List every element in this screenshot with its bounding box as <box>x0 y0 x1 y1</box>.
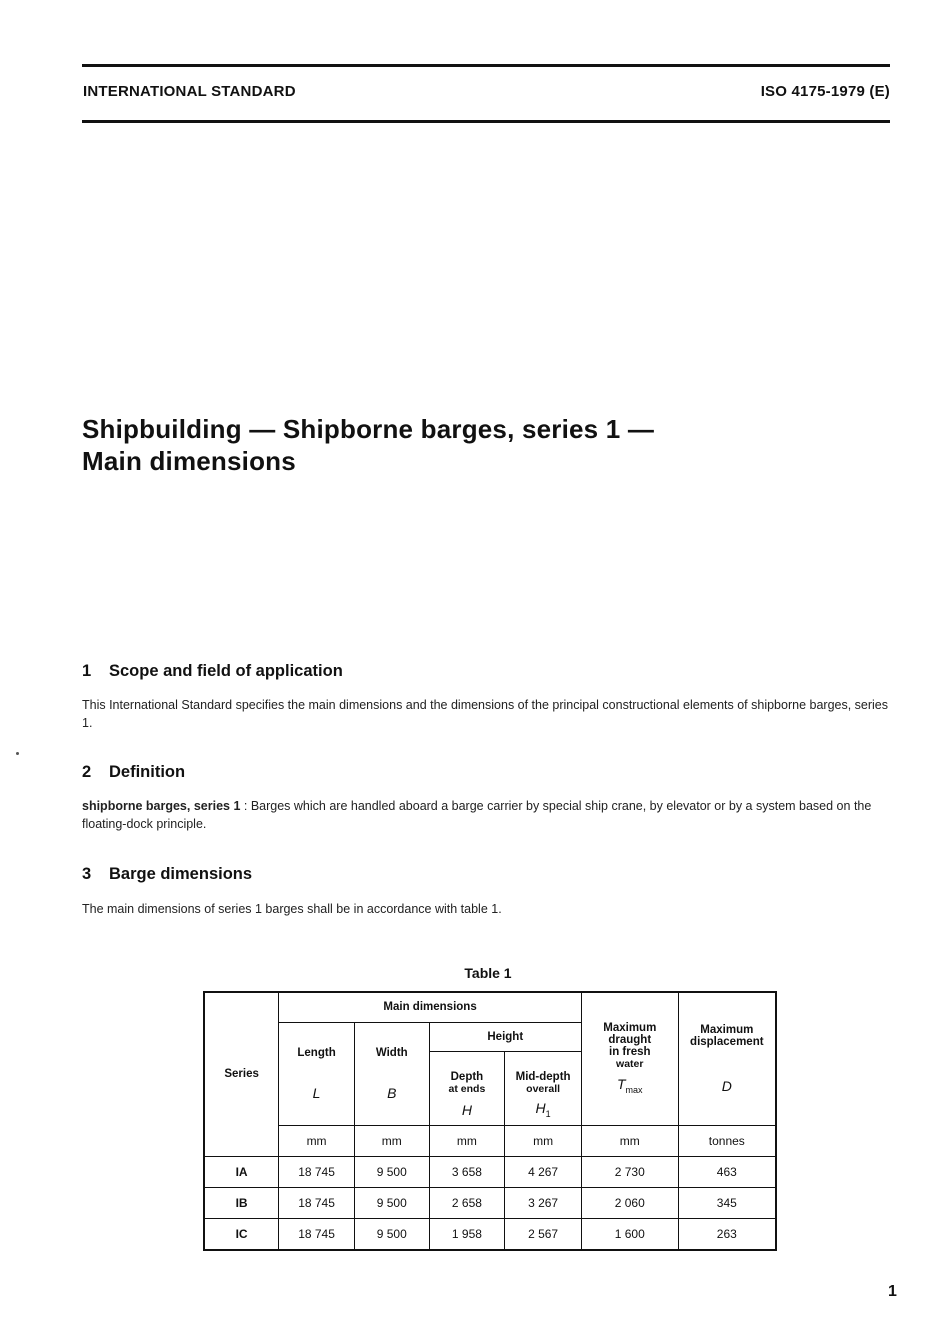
middepth-label-1: Mid-depth <box>515 1070 571 1083</box>
section-2-heading <box>82 763 185 782</box>
row-width: 9 500 <box>354 1218 429 1250</box>
row-length: 18 745 <box>279 1156 355 1187</box>
section-2-number: 2 <box>82 763 92 781</box>
section-1-text: This International Standard specifies the main dimensions and the dimensions of the principal constructional elements of shipborne barges, series 1. <box>82 698 889 730</box>
width-label: Width <box>375 1046 408 1059</box>
symbol-depth-text: H <box>461 1101 472 1118</box>
unit-depth: mm <box>429 1125 505 1156</box>
draught-label-4: water <box>616 1058 644 1071</box>
row-draught: 2 060 <box>581 1187 678 1218</box>
row-width: 9 500 <box>354 1187 429 1218</box>
header-bottom-rule <box>82 120 890 123</box>
section-3-text: The main dimensions of series 1 barges shall be in accordance with table 1. <box>82 902 502 916</box>
document-title <box>82 413 654 477</box>
unit-displacement: tonnes <box>678 1125 776 1156</box>
col-header-main-dimensions: Main dimensions <box>279 992 582 1022</box>
table-row <box>204 1187 776 1218</box>
length-label: Length <box>297 1046 336 1059</box>
section-3-number: 3 <box>82 865 92 883</box>
col-header-width <box>354 1022 429 1125</box>
symbol-displacement-text: D <box>721 1077 732 1094</box>
row-length: 18 745 <box>279 1187 355 1218</box>
header-standard-number: ISO 4175-1979 (E) <box>760 83 890 100</box>
symbol-length-text: L <box>312 1084 321 1101</box>
header-standard-type: INTERNATIONAL STANDARD <box>83 83 296 100</box>
row-middepth: 3 267 <box>505 1187 582 1218</box>
displacement-label-1: Maximum <box>700 1023 754 1036</box>
definition-term: shipborne barges, series 1 <box>82 799 241 813</box>
title-line-1: Shipbuilding — Shipborne barges, series 1 — <box>82 414 655 444</box>
section-1-heading <box>82 662 343 681</box>
section-2-title: Definition <box>109 763 186 781</box>
unit-middepth: mm <box>505 1125 582 1156</box>
symbol-middepth <box>505 1095 582 1126</box>
row-middepth: 2 567 <box>505 1218 582 1250</box>
col-header-middepth <box>505 1051 582 1095</box>
symbol-width <box>355 1085 429 1101</box>
symbol-depth <box>429 1095 505 1126</box>
row-depth: 1 958 <box>429 1218 505 1250</box>
symbol-draught <box>582 1076 678 1095</box>
row-series: IB <box>204 1187 279 1218</box>
row-draught: 1 600 <box>581 1218 678 1250</box>
symbol-middepth-sub: 1 <box>545 1108 551 1119</box>
col-header-height: Height <box>429 1022 581 1051</box>
col-header-length <box>279 1022 355 1125</box>
symbol-length <box>279 1085 354 1101</box>
section-2-text <box>82 797 900 833</box>
table-caption: Table 1 <box>464 965 512 981</box>
unit-width: mm <box>354 1125 429 1156</box>
unit-length: mm <box>279 1125 355 1156</box>
col-header-depth <box>429 1051 505 1095</box>
col-header-max-draught <box>581 992 678 1125</box>
section-1-number: 1 <box>82 662 92 680</box>
header-top-rule <box>82 64 890 67</box>
row-draught: 2 730 <box>581 1156 678 1187</box>
col-header-max-displacement <box>678 992 776 1125</box>
unit-draught: mm <box>581 1125 678 1156</box>
row-depth: 2 658 <box>429 1187 505 1218</box>
table-row <box>204 1218 776 1250</box>
row-series: IC <box>204 1218 279 1250</box>
displacement-label-2: displacement <box>690 1035 764 1048</box>
main-dimensions-table <box>203 991 777 1251</box>
row-width: 9 500 <box>354 1156 429 1187</box>
draught-label-1: Maximum <box>603 1022 657 1035</box>
symbol-draught-text: T <box>616 1076 626 1093</box>
page-number: 1 <box>888 1283 897 1300</box>
col-header-series: Series <box>204 992 279 1156</box>
row-depth: 3 658 <box>429 1156 505 1187</box>
depth-label-1: Depth <box>450 1070 484 1083</box>
depth-label-2: at ends <box>448 1082 486 1095</box>
row-middepth: 4 267 <box>505 1156 582 1187</box>
row-displacement: 263 <box>678 1218 776 1250</box>
table-row <box>204 1156 776 1187</box>
draught-label-2: draught <box>608 1034 652 1047</box>
definition-text: : Barges which are handled aboard a barge carrier by special ship crane, by elevator or by a system based on the floating-dock principle. <box>82 799 872 831</box>
row-series: IA <box>204 1156 279 1187</box>
scan-speck <box>16 752 19 755</box>
symbol-draught-sub: max <box>625 1085 643 1096</box>
title-line-2: Main dimensions <box>82 446 296 476</box>
draught-label-3: in fresh <box>609 1046 651 1059</box>
section-3-heading <box>82 865 252 884</box>
section-1-title: Scope and field of application <box>109 662 343 680</box>
middepth-label-2: overall <box>526 1082 561 1095</box>
row-length: 18 745 <box>279 1218 355 1250</box>
symbol-middepth-text: H <box>535 1100 546 1117</box>
symbol-displacement <box>679 1078 775 1094</box>
row-displacement: 345 <box>678 1187 776 1218</box>
row-displacement: 463 <box>678 1156 776 1187</box>
section-3-title: Barge dimensions <box>109 865 253 883</box>
symbol-width-text: B <box>387 1084 397 1101</box>
